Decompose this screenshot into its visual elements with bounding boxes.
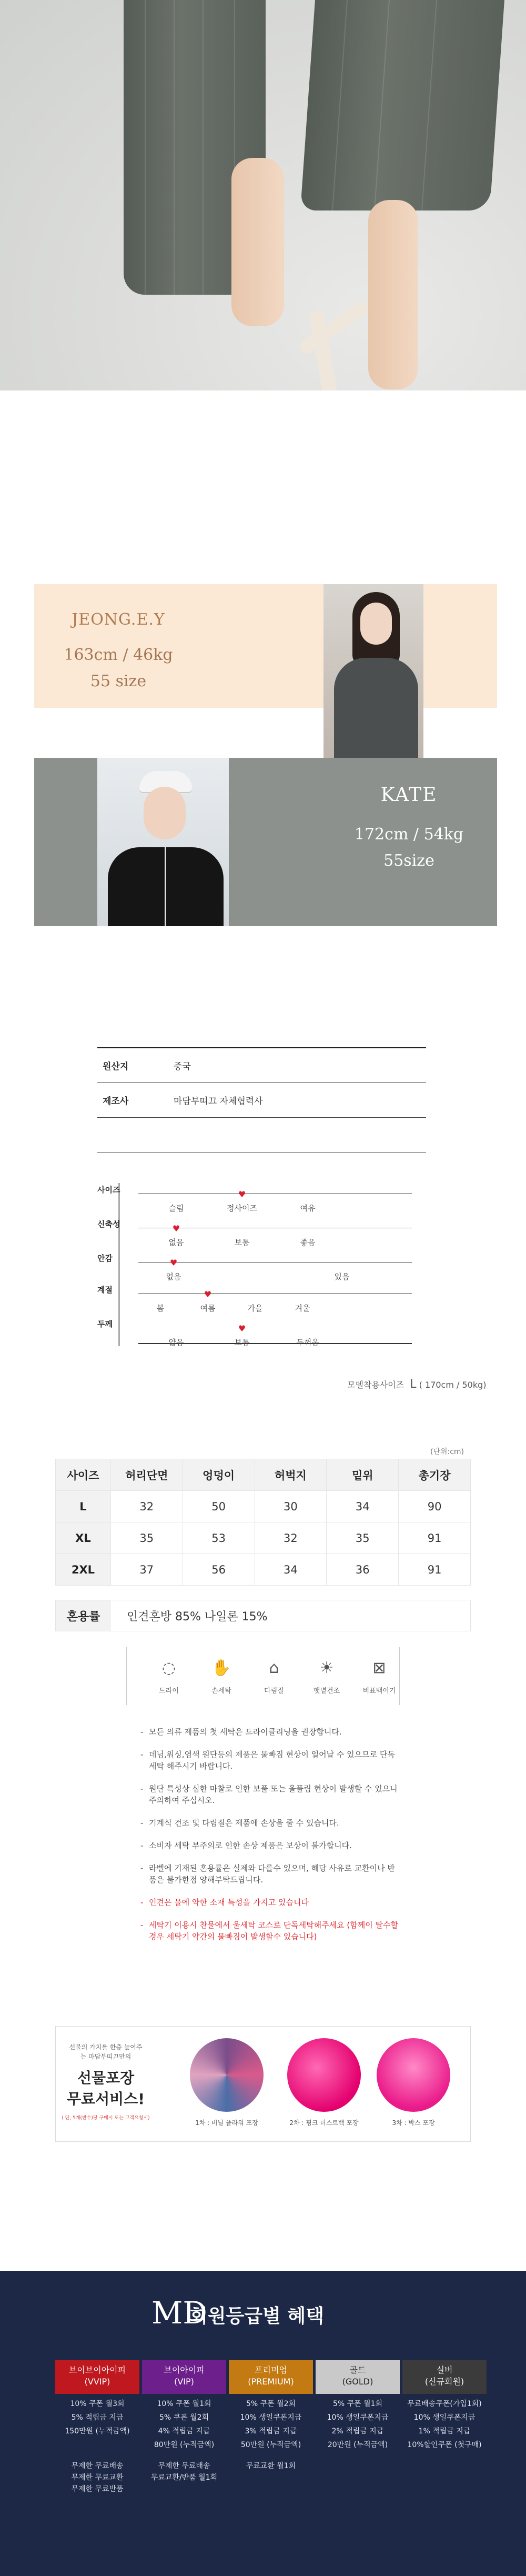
- care-note: - 세탁기 이용시 찬물에서 울세탁 코스로 단독세탁해주세요 (함께이 탈수할 경우 세탁기 약간의 물빠짐이 발생할수 있습니다): [139, 1919, 402, 1942]
- origin-value: 중국: [174, 1061, 191, 1072]
- size-cell: 37: [110, 1554, 183, 1586]
- model1-size: 55 size: [90, 672, 147, 690]
- tier-header: [402, 2360, 487, 2394]
- attr-option: 없음: [168, 1238, 184, 1247]
- attr-option: 좋음: [300, 1238, 316, 1247]
- attr-option: 보통: [234, 1238, 250, 1247]
- size-col-header: 허벅지: [255, 1459, 327, 1491]
- tier-benefit: 5% 쿠폰 월2회: [246, 2400, 296, 2408]
- tier-benefit: 무료배송쿠폰(가입1회): [407, 2400, 482, 2408]
- model-wearing-size-body: ( 170cm / 50kg): [419, 1380, 487, 1390]
- tier-benefit: 10% 생일쿠폰지급: [327, 2413, 389, 2422]
- tier-sub: (GOLD): [342, 2377, 373, 2387]
- tier-benefit: 3% 적립금 지급: [245, 2427, 297, 2435]
- tier-benefit: 10%할인쿠폰 (첫구매): [407, 2441, 482, 2449]
- attr-label: 사이즈: [97, 1185, 120, 1195]
- tier-name: 브이아이피: [164, 2365, 205, 2375]
- care-label: 햇볕건조: [313, 1687, 340, 1695]
- size-cell: L: [56, 1491, 111, 1522]
- manufacturer-label: 제조사: [103, 1096, 129, 1107]
- size-cell: XL: [56, 1522, 111, 1554]
- size-unit: (단위:cm): [430, 1448, 464, 1456]
- no-bleach-icon: ⊠: [372, 1659, 386, 1677]
- tier-benefits: [142, 2397, 226, 2452]
- tier-extra: [142, 2460, 226, 2483]
- model1-name: JEONG.E.Y: [72, 610, 165, 629]
- attr-option: 여유: [300, 1204, 316, 1213]
- tier-name: 브이브이아이피: [68, 2365, 126, 2375]
- md-logo-icon: MD: [151, 2295, 207, 2331]
- tier-benefits: [316, 2397, 400, 2452]
- size-cell: 34: [327, 1491, 399, 1522]
- gift-wrap-banner: [55, 2026, 471, 2142]
- size-cell: 35: [327, 1522, 399, 1554]
- care-item: [203, 1658, 240, 1695]
- size-col-header: 사이즈: [56, 1459, 111, 1491]
- gift-title-2: 무료서비스!: [66, 2090, 145, 2108]
- tier-benefit: 5% 쿠폰 월2회: [159, 2413, 209, 2422]
- care-instructions: [126, 1647, 400, 1705]
- model-info-section: [34, 584, 497, 926]
- hand-wash-icon: ✋: [211, 1659, 231, 1677]
- fabric-value: 인견혼방 85% 나일론 15%: [127, 1610, 268, 1623]
- origin-label: 원산지: [103, 1061, 129, 1072]
- care-notes: [139, 1726, 402, 1953]
- tier-extra-item: 무제한 무료교환: [71, 2473, 124, 2482]
- tier-extra: [55, 2460, 139, 2495]
- care-label: 손세탁: [211, 1687, 231, 1695]
- empty-row: [97, 1118, 426, 1152]
- dry-clean-icon: ◌: [161, 1659, 176, 1677]
- gift-image-2: [287, 2038, 361, 2112]
- gift-item-1: [190, 2038, 264, 2127]
- tier-header: [316, 2360, 400, 2394]
- tier-benefit: 10% 생일쿠폰지급: [413, 2413, 476, 2422]
- size-cell: 91: [399, 1522, 471, 1554]
- sun-dry-icon: ☀: [319, 1659, 334, 1677]
- model1-photo: [323, 584, 423, 758]
- tier-header: [55, 2360, 139, 2394]
- tier-benefit: 150만원 (누적금액): [65, 2427, 130, 2435]
- tier-extra: [229, 2460, 313, 2472]
- tier-name: 프리미엄: [255, 2365, 287, 2375]
- size-cell: 56: [183, 1554, 255, 1586]
- care-note: - 라벨에 기재된 혼용률은 실제와 다를수 있으며, 해당 사유로 교환이나 반품은 불가한점 양해부탁드립니다.: [139, 1862, 402, 1886]
- tier-benefit: 80만원 (누적금액): [154, 2441, 215, 2449]
- membership-benefits: [0, 2271, 526, 2576]
- size-cell: 90: [399, 1491, 471, 1522]
- gift-image-1: [190, 2038, 264, 2112]
- tier-extra-item: 무제한 무료배송: [158, 2462, 210, 2470]
- size-row: [56, 1554, 471, 1586]
- manufacturer-row: [97, 1083, 426, 1118]
- size-cell: 91: [399, 1554, 471, 1586]
- gift-image-3: [377, 2038, 450, 2112]
- model2-measurements: 172cm / 54kg: [354, 825, 464, 844]
- size-cell: 34: [255, 1554, 327, 1586]
- attr-label: 신축성: [97, 1219, 120, 1229]
- tier-benefit: 10% 쿠폰 월3회: [70, 2400, 125, 2408]
- tier-benefit: 10% 생일쿠폰지급: [240, 2413, 302, 2422]
- tier-benefits: [55, 2397, 139, 2438]
- size-col-header: 허리단면: [110, 1459, 183, 1491]
- care-note: - 원단 특성상 심한 마찰로 인한 보풀 또는 올풀림 현상이 발생할 수 있으니 주의하여 주십시오.: [139, 1783, 402, 1806]
- size-cell: 32: [255, 1522, 327, 1554]
- tier-benefit: 20만원 (누적금액): [327, 2441, 388, 2449]
- tier-name: 실버: [436, 2365, 453, 2375]
- size-cell: 2XL: [56, 1554, 111, 1586]
- attr-option: 얇음: [168, 1338, 184, 1347]
- tier-sub: (VVIP): [84, 2377, 110, 2387]
- product-attributes: [97, 1179, 426, 1352]
- size-cell: 50: [183, 1491, 255, 1522]
- attr-option: 없음: [166, 1272, 181, 1281]
- tier-sub: (VIP): [174, 2377, 194, 2387]
- care-label: 드라이: [159, 1687, 179, 1695]
- model-wearing-size-value: L: [410, 1378, 417, 1391]
- size-col-header: 밑위: [327, 1459, 399, 1491]
- attr-label: 안감: [97, 1254, 113, 1263]
- model2-name: KATE: [380, 784, 438, 806]
- attr-option: 여름: [200, 1304, 216, 1313]
- model1-measurements: 163cm / 46kg: [64, 646, 173, 664]
- tier-benefit: 5% 적립금 지급: [71, 2413, 124, 2422]
- care-item: [361, 1658, 398, 1695]
- care-note: - 모든 의류 제품의 첫 세탁은 드라이클리닝을 권장합니다.: [139, 1726, 402, 1738]
- size-cell: 32: [110, 1491, 183, 1522]
- fabric-composition: [55, 1600, 471, 1631]
- iron-icon: ⌂: [269, 1659, 279, 1677]
- tier-extra-item: 무료교환 월1회: [246, 2462, 296, 2470]
- gift-note: ( 단, 5개(반수)당 구매시 또는 고객요청시): [62, 2116, 150, 2121]
- size-col-header: 총기장: [399, 1459, 471, 1491]
- care-note: - 인견은 물에 약한 소재 특성을 가지고 있습니다: [139, 1897, 402, 1908]
- size-col-header: 엉덩이: [183, 1459, 255, 1491]
- attr-option: 보통: [234, 1338, 250, 1347]
- model2-size: 55size: [383, 851, 434, 870]
- care-item: [308, 1658, 345, 1695]
- size-row: [56, 1522, 471, 1554]
- attr-option: 두꺼움: [296, 1338, 319, 1347]
- attr-option: 슬림: [168, 1204, 184, 1213]
- care-label: 비표백이기: [362, 1687, 396, 1695]
- selected-heart-icon: ♥: [238, 1324, 246, 1334]
- care-note: - 소비자 세탁 부주의로 인한 손상 제품은 보상이 불가합니다.: [139, 1840, 402, 1851]
- selected-heart-icon: ♥: [169, 1258, 178, 1268]
- tier-benefit: 50만원 (누적금액): [240, 2441, 301, 2449]
- size-row: [56, 1491, 471, 1522]
- attr-option: 겨울: [295, 1304, 310, 1313]
- tier-benefit: 5% 쿠폰 월1회: [332, 2400, 383, 2408]
- selected-heart-icon: ♥: [238, 1189, 246, 1199]
- attr-option: 있음: [334, 1272, 350, 1281]
- size-cell: 36: [327, 1554, 399, 1586]
- tier-header: [142, 2360, 226, 2394]
- gift-intro: 선물의 가치를 한층 높여주는 마담부띠끄만의: [69, 2043, 143, 2060]
- tier-benefit: 10% 쿠폰 월1회: [157, 2400, 211, 2408]
- selected-heart-icon: ♥: [172, 1224, 180, 1234]
- gift-item-3: [377, 2038, 450, 2127]
- care-item: [256, 1658, 292, 1695]
- attr-option: 가을: [247, 1304, 263, 1313]
- gift-label-2: 2차 : 핑크 더스트백 포장: [289, 2119, 359, 2127]
- attr-label: 계절: [97, 1285, 113, 1295]
- tier-benefits: [229, 2397, 313, 2452]
- care-label: 다림질: [264, 1687, 284, 1695]
- model-wearing-size-label: 모델착용사이즈: [347, 1380, 404, 1390]
- attr-option: 정사이즈: [227, 1204, 257, 1213]
- size-cell: 53: [183, 1522, 255, 1554]
- tier-sub: (PREMIUM): [248, 2377, 294, 2387]
- model-wearing-size: [347, 1378, 487, 1391]
- tier-benefit: 4% 적립금 지급: [158, 2427, 210, 2435]
- product-photo: [0, 0, 526, 390]
- tier-header: [229, 2360, 313, 2394]
- tier-name: 골드: [349, 2365, 366, 2375]
- tier-benefit: 1% 적립금 지급: [418, 2427, 471, 2435]
- tier-extra-item: 무제한 무료반품: [71, 2485, 124, 2493]
- care-note: - 데님,워싱,염색 원단등의 제품은 물빠짐 현상이 일어날 수 있으므로 단독 세탁 해주시기 바랍니다.: [139, 1749, 402, 1772]
- tier-extra-item: 무료교환/반품 월1회: [150, 2473, 218, 2482]
- care-note: - 기계식 건조 및 다림질은 제품에 손상을 줄 수 있습니다.: [139, 1817, 402, 1829]
- origin-row: [97, 1048, 426, 1083]
- tier-sub: (신규회원): [424, 2377, 464, 2387]
- gift-label-3: 3차 : 박스 포장: [392, 2119, 435, 2127]
- selected-heart-icon: ♥: [204, 1289, 212, 1299]
- care-item: [150, 1658, 187, 1695]
- size-cell: 30: [255, 1491, 327, 1522]
- gift-title-1: 선물포장: [77, 2069, 135, 2087]
- product-info-table: [97, 1047, 426, 1152]
- fabric-label: 혼용률: [56, 1600, 111, 1631]
- size-cell: 35: [110, 1522, 183, 1554]
- attr-label: 두께: [97, 1319, 113, 1329]
- tier-benefit: 2% 적립금 지급: [331, 2427, 384, 2435]
- tier-benefits: [402, 2397, 487, 2452]
- tier-extra-item: 무제한 무료배송: [71, 2462, 124, 2470]
- gift-item-2: [287, 2038, 361, 2127]
- membership-title: 회원등급별 혜택: [189, 2306, 324, 2327]
- manufacturer-value: 마담부띠끄 자체협력사: [174, 1096, 263, 1107]
- model2-photo: [97, 758, 229, 926]
- gift-label-1: 1차 : 비닐 플라워 포장: [195, 2119, 258, 2127]
- size-table: [55, 1459, 471, 1586]
- attr-option: 봄: [156, 1304, 165, 1313]
